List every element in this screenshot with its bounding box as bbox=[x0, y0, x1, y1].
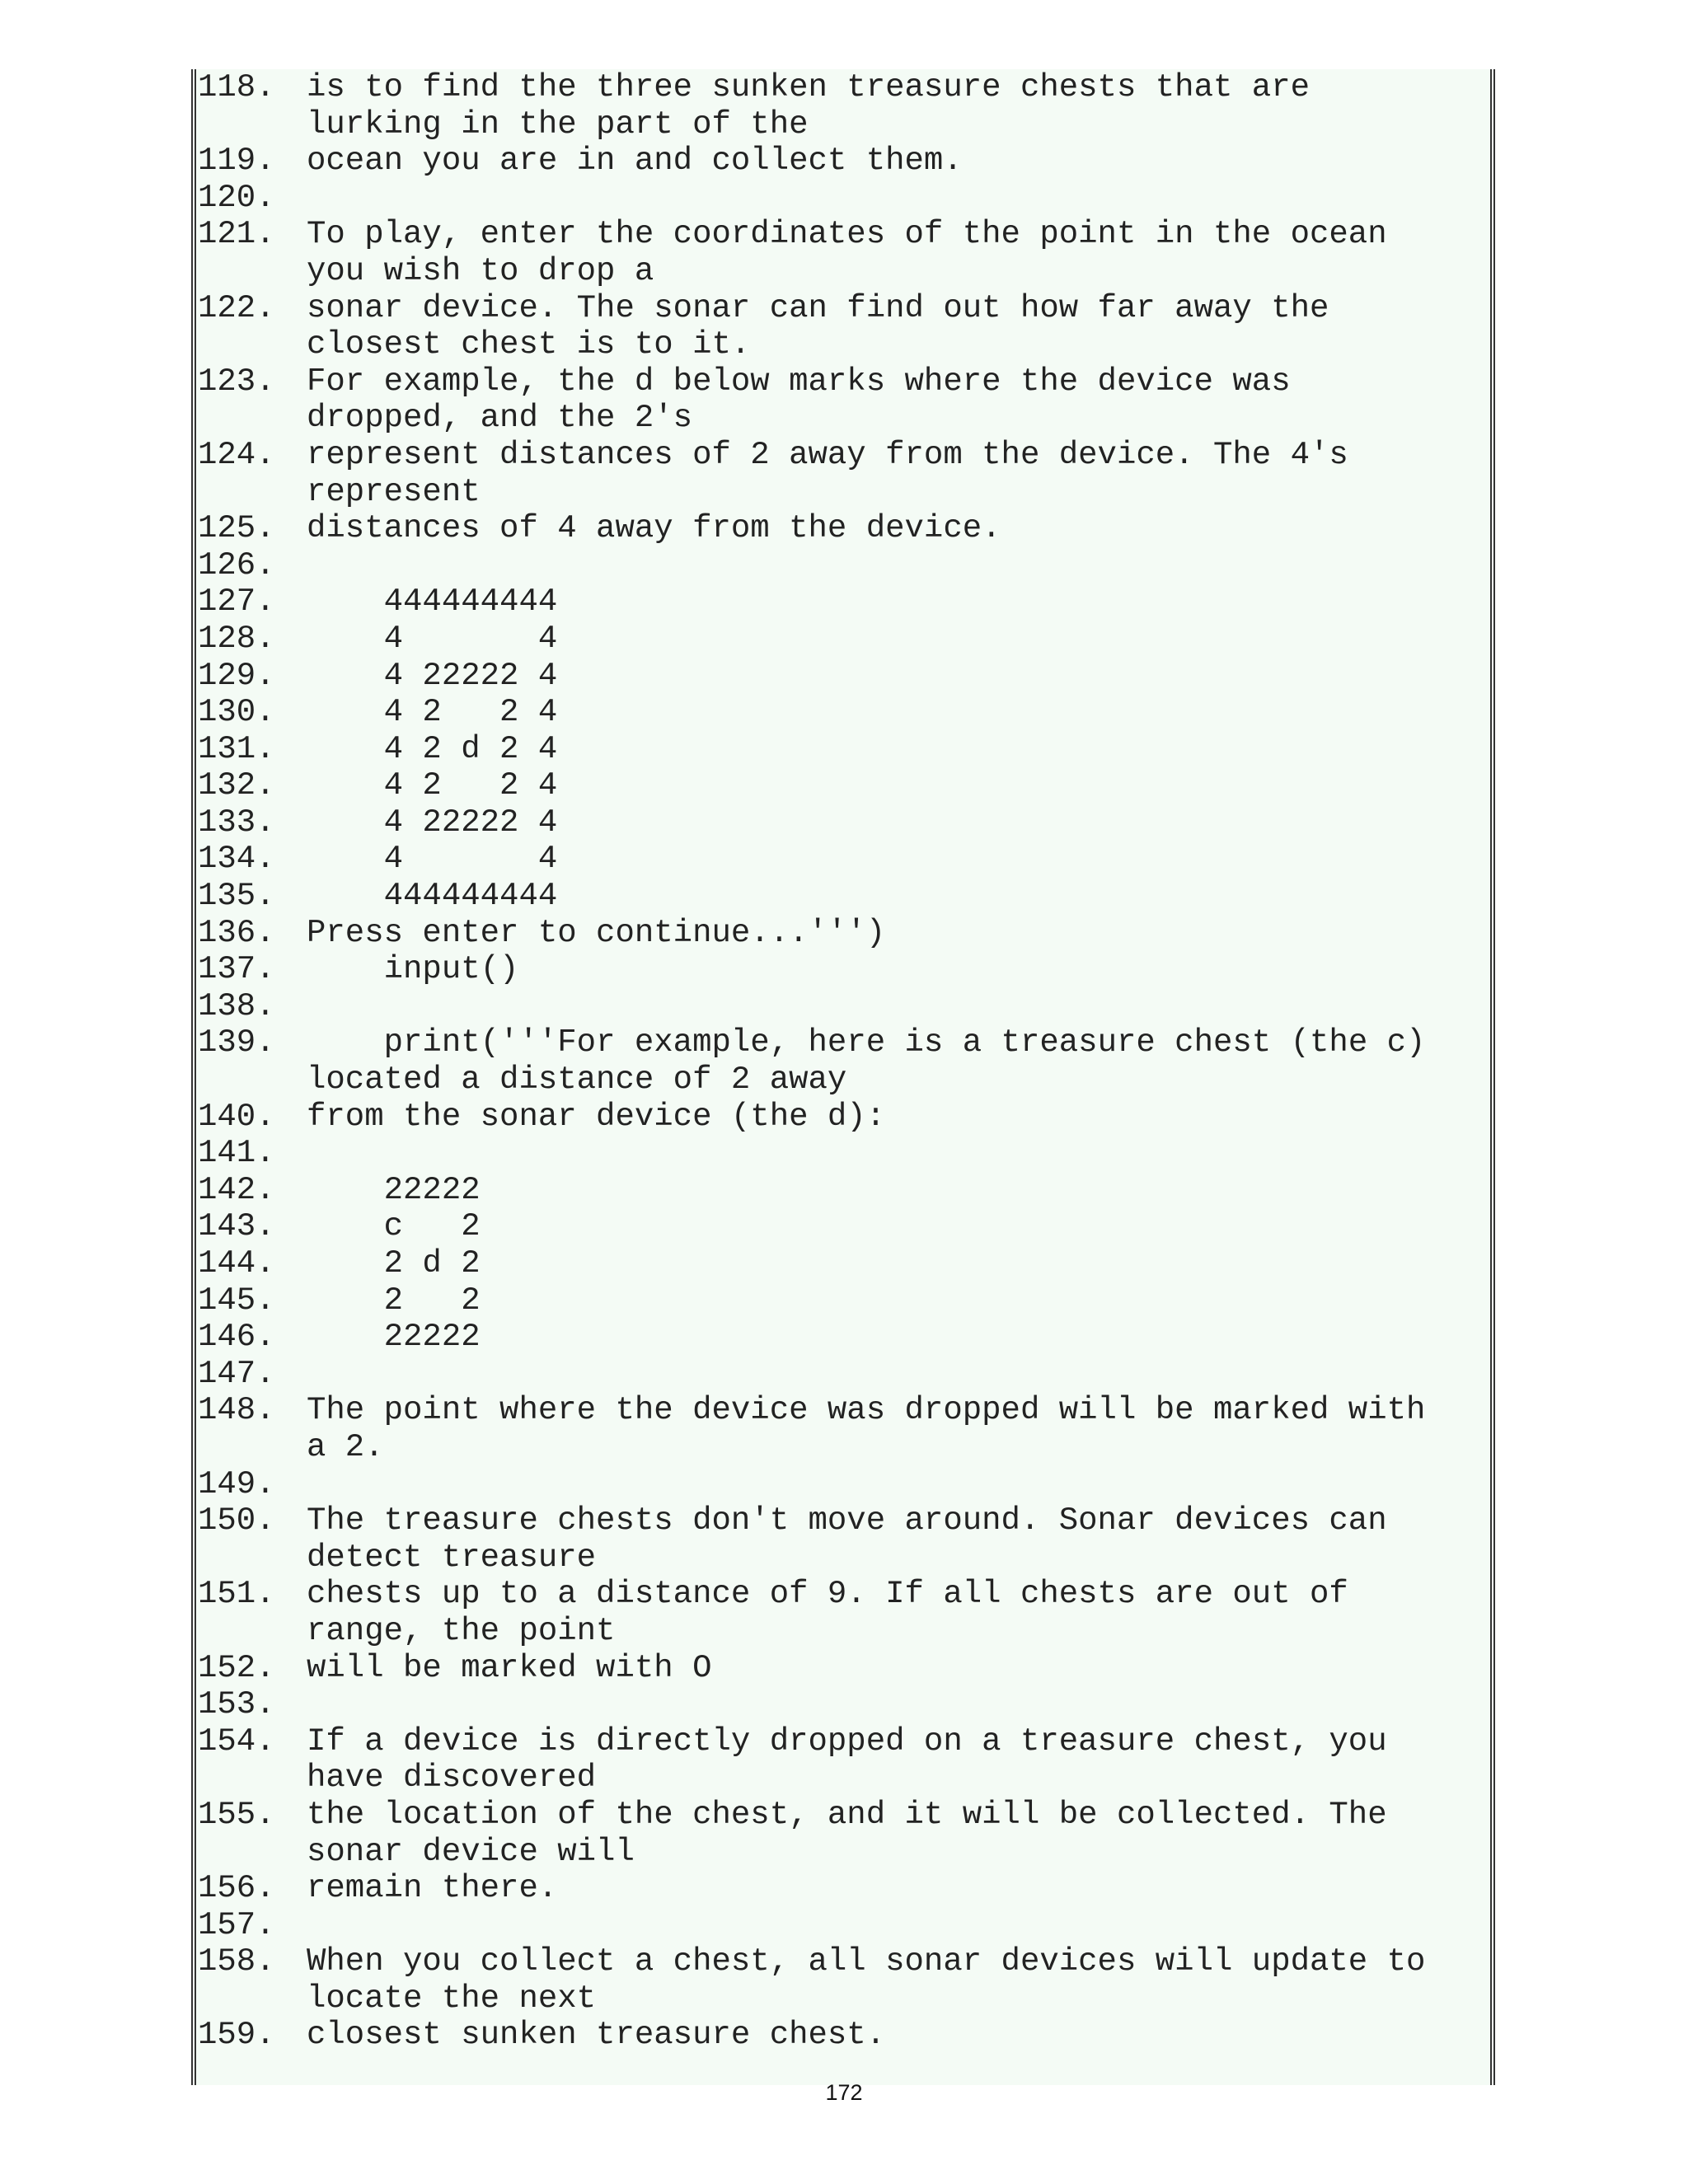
line-text: will be marked with O bbox=[307, 1649, 712, 1686]
line-text: from the sonar device (the d): bbox=[307, 1098, 886, 1135]
line-number: 119. bbox=[198, 143, 275, 180]
code-line bbox=[196, 951, 1490, 988]
line-text: Press enter to continue...''') bbox=[307, 914, 886, 951]
code-line bbox=[196, 583, 1490, 621]
code-line bbox=[196, 804, 1490, 841]
code-line bbox=[196, 1172, 1490, 1209]
line-text bbox=[307, 547, 1485, 584]
code-line bbox=[196, 1502, 1490, 1576]
code-line bbox=[196, 363, 1490, 437]
line-number: 134. bbox=[198, 841, 275, 878]
code-line bbox=[196, 437, 1490, 510]
line-number: 130. bbox=[198, 694, 275, 731]
line-text: The treasure chests don't move around. Sonar devices can detect treasure bbox=[307, 1502, 1387, 1576]
line-text: 22222 bbox=[307, 1319, 481, 1356]
line-text: ocean you are in and collect them. bbox=[307, 143, 963, 180]
line-number: 138. bbox=[198, 987, 275, 1024]
line-number: 133. bbox=[198, 804, 275, 841]
line-text: 4 4 bbox=[307, 841, 558, 878]
code-line bbox=[196, 1907, 1490, 1944]
line-text: 444444444 bbox=[307, 583, 558, 621]
line-number: 151. bbox=[198, 1576, 275, 1613]
line-text bbox=[307, 988, 1485, 1025]
line-number: 128. bbox=[198, 620, 275, 657]
code-line bbox=[196, 621, 1490, 658]
code-line bbox=[196, 878, 1490, 915]
code-line bbox=[196, 69, 1490, 143]
line-text: represent distances of 2 away from the device. The 4's represent bbox=[307, 436, 1348, 510]
line-text: 22222 bbox=[307, 1171, 481, 1208]
line-number: 122. bbox=[198, 289, 275, 326]
line-number: 148. bbox=[198, 1392, 275, 1429]
line-text: If a device is directly dropped on a treasure chest, you have discovered bbox=[307, 1722, 1387, 1797]
line-number: 125. bbox=[198, 510, 275, 547]
code-line bbox=[196, 1797, 1490, 1870]
line-text bbox=[307, 1466, 1485, 1503]
line-number: 137. bbox=[198, 951, 275, 988]
line-number: 123. bbox=[198, 363, 275, 400]
line-number: 124. bbox=[198, 436, 275, 473]
code-line bbox=[196, 1943, 1490, 2017]
line-number: 157. bbox=[198, 1906, 275, 1943]
line-number: 147. bbox=[198, 1355, 275, 1392]
line-text: For example, the d below marks where the device was dropped, and the 2's bbox=[307, 363, 1291, 437]
line-number: 152. bbox=[198, 1649, 275, 1686]
code-line bbox=[196, 988, 1490, 1025]
code-line bbox=[196, 1870, 1490, 1907]
line-text bbox=[307, 1686, 1485, 1723]
line-number: 144. bbox=[198, 1245, 275, 1282]
line-text: closest sunken treasure chest. bbox=[307, 2017, 886, 2054]
line-number: 149. bbox=[198, 1465, 275, 1502]
code-line bbox=[196, 1356, 1490, 1393]
line-text: 2 2 bbox=[307, 1282, 481, 1319]
line-number: 154. bbox=[198, 1722, 275, 1760]
line-number: 142. bbox=[198, 1171, 275, 1208]
line-number: 129. bbox=[198, 657, 275, 694]
code-line bbox=[196, 1099, 1490, 1136]
line-number: 139. bbox=[198, 1024, 275, 1062]
page-number: 172 bbox=[825, 2080, 863, 2105]
code-line bbox=[196, 1466, 1490, 1503]
line-number: 118. bbox=[198, 69, 275, 105]
line-number: 120. bbox=[198, 179, 275, 216]
code-line bbox=[196, 290, 1490, 363]
line-text: print('''For example, here is a treasure chest (the c) located a distance of 2 away bbox=[307, 1024, 1426, 1099]
line-number: 150. bbox=[198, 1502, 275, 1540]
line-text bbox=[307, 1135, 1485, 1172]
line-number: 141. bbox=[198, 1135, 275, 1172]
code-line bbox=[196, 1024, 1490, 1098]
line-number: 131. bbox=[198, 730, 275, 767]
code-line bbox=[196, 1576, 1490, 1649]
line-text bbox=[307, 180, 1485, 217]
line-number: 159. bbox=[198, 2017, 275, 2054]
line-text bbox=[307, 1907, 1485, 1944]
line-text: 4 2 2 4 bbox=[307, 694, 558, 731]
line-text: remain there. bbox=[307, 1870, 558, 1907]
code-line bbox=[196, 1686, 1490, 1723]
code-line bbox=[196, 694, 1490, 731]
line-text: sonar device. The sonar can find out how far away the closest chest is to it. bbox=[307, 289, 1329, 363]
code-line bbox=[196, 841, 1490, 878]
line-number: 145. bbox=[198, 1282, 275, 1319]
code-line bbox=[196, 1282, 1490, 1319]
line-text: When you collect a chest, all sonar devices will update to locate the next bbox=[307, 1943, 1426, 2017]
line-text: 444444444 bbox=[307, 878, 558, 915]
code-line bbox=[196, 510, 1490, 547]
line-text: To play, enter the coordinates of the point in the ocean you wish to drop a bbox=[307, 216, 1387, 289]
line-number: 136. bbox=[198, 914, 275, 951]
line-number: 143. bbox=[198, 1208, 275, 1245]
code-line bbox=[196, 731, 1490, 768]
line-text: 2 d 2 bbox=[307, 1245, 481, 1282]
line-number: 146. bbox=[198, 1319, 275, 1356]
line-number: 158. bbox=[198, 1943, 275, 1980]
line-text: 4 2 2 4 bbox=[307, 767, 558, 804]
line-text: chests up to a distance of 9. If all chests are out of range, the point bbox=[307, 1576, 1348, 1649]
code-line bbox=[196, 216, 1490, 289]
line-number: 126. bbox=[198, 546, 275, 583]
code-line bbox=[196, 767, 1490, 804]
line-number: 135. bbox=[198, 878, 275, 915]
line-text: 4 4 bbox=[307, 620, 558, 657]
code-line bbox=[196, 915, 1490, 952]
line-text: is to find the three sunken treasure chests that are lurking in the part of the bbox=[307, 69, 1310, 143]
line-text: 4 22222 4 bbox=[307, 657, 558, 694]
line-number: 156. bbox=[198, 1870, 275, 1907]
line-number: 153. bbox=[198, 1686, 275, 1723]
line-text: 4 2 d 2 4 bbox=[307, 730, 558, 767]
code-line bbox=[196, 1135, 1490, 1172]
code-listing bbox=[191, 69, 1495, 2085]
line-text: 4 22222 4 bbox=[307, 804, 558, 841]
code-line bbox=[196, 1723, 1490, 1797]
line-text: input() bbox=[307, 951, 519, 988]
code-line bbox=[196, 658, 1490, 695]
line-text bbox=[307, 1356, 1485, 1393]
code-line bbox=[196, 1208, 1490, 1245]
code-line bbox=[196, 1392, 1490, 1465]
code-lines bbox=[196, 69, 1490, 2054]
line-number: 132. bbox=[198, 767, 275, 804]
code-line bbox=[196, 1245, 1490, 1282]
code-line bbox=[196, 1650, 1490, 1687]
line-text: c 2 bbox=[307, 1208, 481, 1245]
line-number: 140. bbox=[198, 1098, 275, 1135]
line-text: the location of the chest, and it will be collected. The sonar device will bbox=[307, 1796, 1387, 1870]
line-text: The point where the device was dropped will be marked with a 2. bbox=[307, 1392, 1426, 1465]
code-line bbox=[196, 2017, 1490, 2054]
line-number: 121. bbox=[198, 216, 275, 253]
line-text: distances of 4 away from the device. bbox=[307, 510, 1001, 547]
code-line bbox=[196, 547, 1490, 584]
code-line bbox=[196, 1319, 1490, 1356]
code-line bbox=[196, 180, 1490, 217]
line-number: 155. bbox=[198, 1796, 275, 1833]
code-line bbox=[196, 143, 1490, 180]
line-number: 127. bbox=[198, 583, 275, 621]
